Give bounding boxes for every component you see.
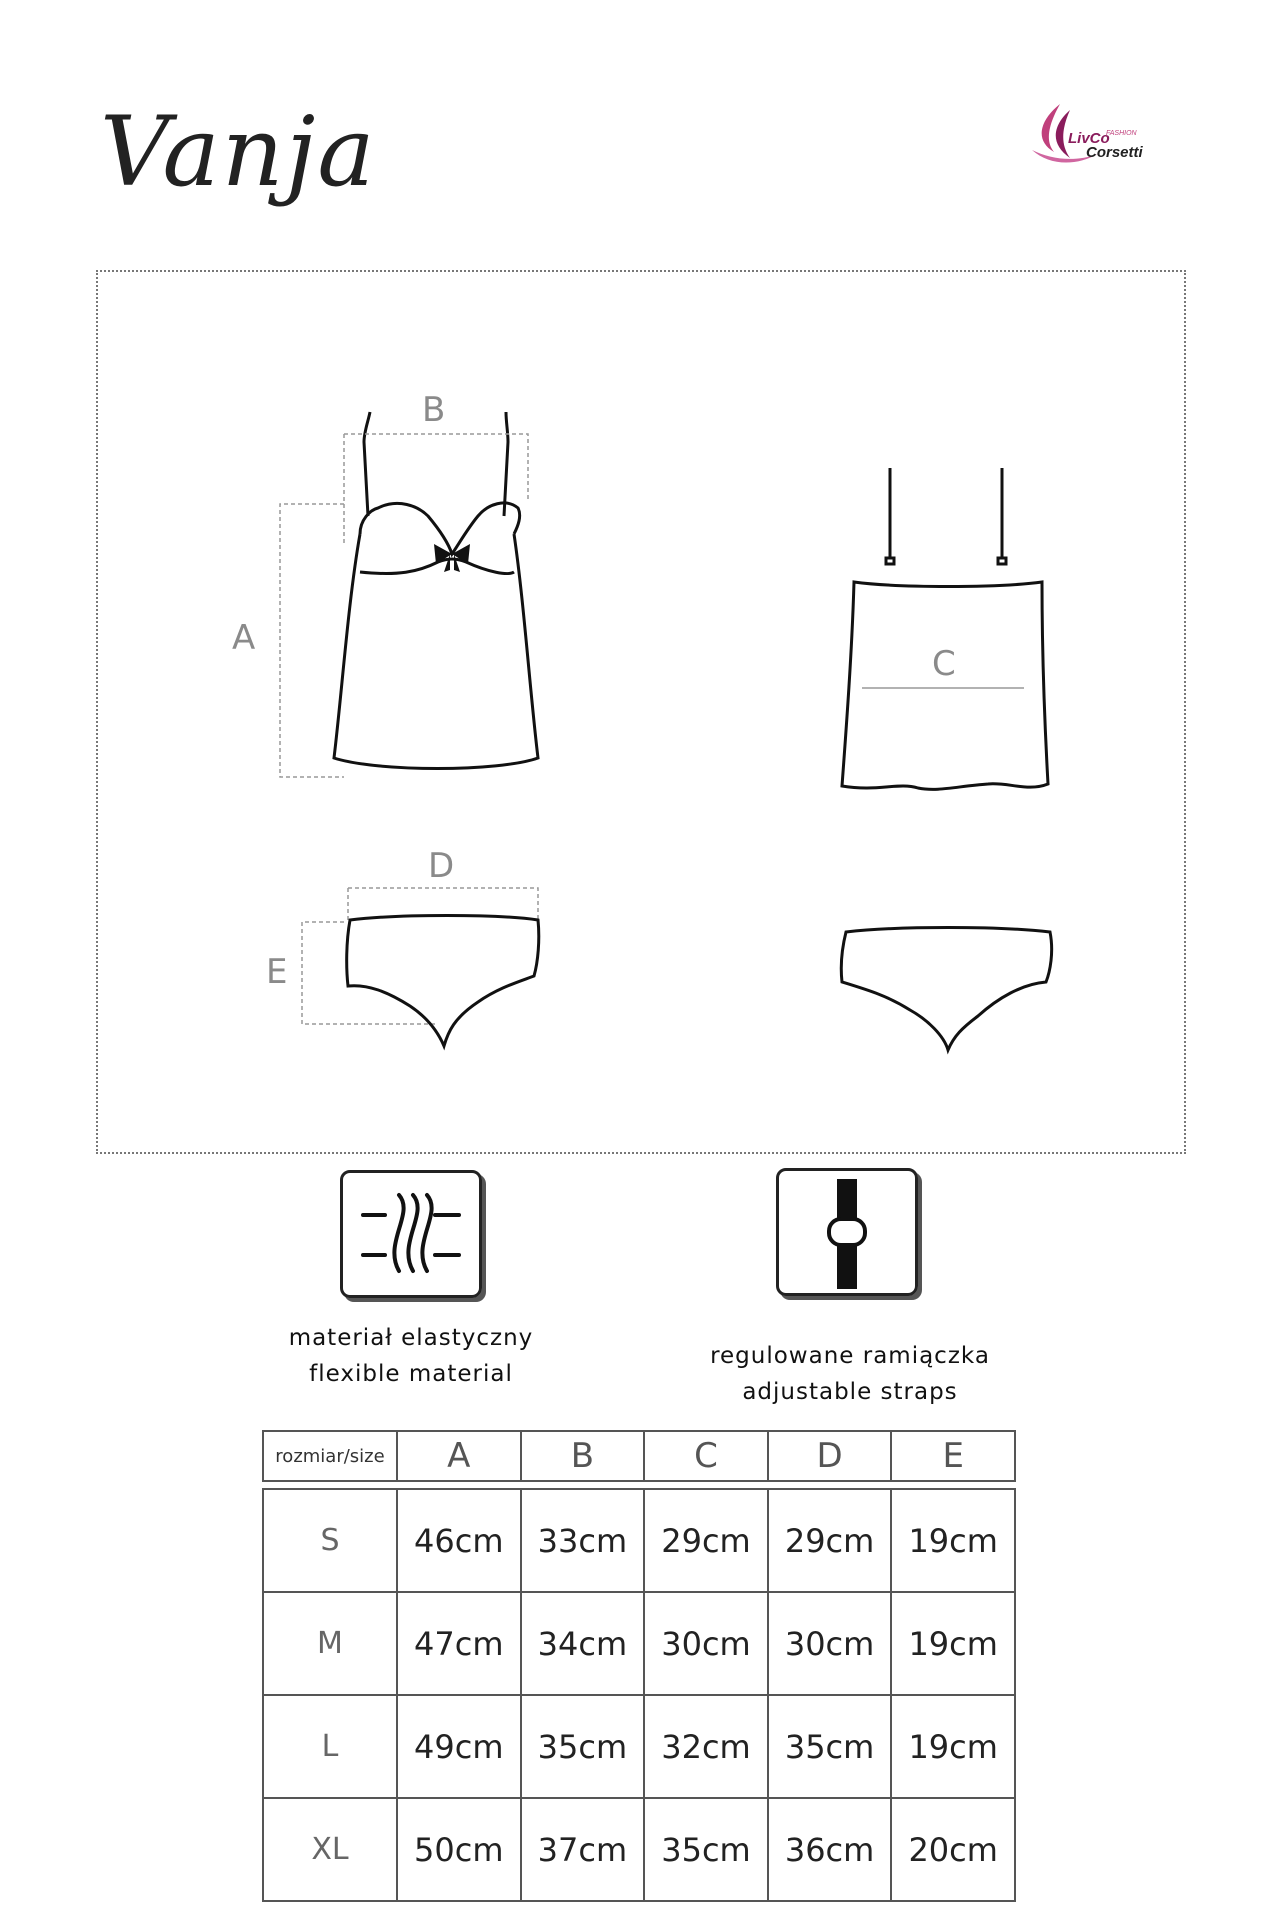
value-cell: 29cm — [768, 1489, 892, 1592]
value-cell: 35cm — [644, 1798, 768, 1901]
value-cell: 30cm — [644, 1592, 768, 1695]
dimension-label-b: B — [422, 390, 446, 430]
feature-elastic-pl: materiał elastyczny — [288, 1325, 534, 1351]
product-title: Vanja — [100, 96, 377, 208]
dimension-label-d: D — [428, 846, 455, 886]
value-cell: 46cm — [397, 1489, 521, 1592]
value-cell: 32cm — [644, 1695, 768, 1798]
size-cell: S — [263, 1489, 397, 1592]
value-cell: 35cm — [521, 1695, 645, 1798]
value-cell: 34cm — [521, 1592, 645, 1695]
camisole-front — [334, 412, 538, 769]
brand-name-fashion: FASHION — [1106, 130, 1137, 137]
value-cell: 37cm — [521, 1798, 645, 1901]
panty-back — [841, 928, 1051, 1051]
table-row — [263, 1592, 1015, 1695]
brand-logo — [1030, 100, 1210, 172]
feature-straps-en: adjustable straps — [742, 1379, 958, 1405]
value-cell: 20cm — [891, 1798, 1015, 1901]
dimension-label-c: C — [932, 644, 956, 684]
measurement-diagram — [96, 270, 1186, 1154]
column-header-b: B — [521, 1431, 645, 1481]
value-cell: 47cm — [397, 1592, 521, 1695]
size-cell: L — [263, 1695, 397, 1798]
feature-straps-pl: regulowane ramiączka — [710, 1343, 990, 1369]
size-column-header: rozmiar/size — [263, 1431, 397, 1481]
feature-elastic-en: flexible material — [309, 1361, 513, 1387]
brand-name-livco: LivCo — [1068, 130, 1110, 147]
dimension-label-e: E — [266, 952, 288, 992]
feature-straps-text — [660, 1338, 1040, 1410]
value-cell: 19cm — [891, 1695, 1015, 1798]
value-cell: 29cm — [644, 1489, 768, 1592]
size-cell: M — [263, 1592, 397, 1695]
value-cell: 35cm — [768, 1695, 892, 1798]
garment-drawings — [98, 272, 1188, 1156]
value-cell: 33cm — [521, 1489, 645, 1592]
value-cell: 50cm — [397, 1798, 521, 1901]
table-row — [263, 1489, 1015, 1592]
elastic-waves-icon — [340, 1170, 482, 1298]
value-cell: 49cm — [397, 1695, 521, 1798]
value-cell: 36cm — [768, 1798, 892, 1901]
camisole-back — [842, 468, 1048, 789]
column-header-c: C — [644, 1431, 768, 1481]
column-header-d: D — [768, 1431, 892, 1481]
feature-elastic-text — [236, 1320, 586, 1392]
panty-front — [347, 916, 539, 1047]
column-header-e: E — [891, 1431, 1015, 1481]
table-row — [263, 1695, 1015, 1798]
size-table-header — [263, 1431, 1015, 1481]
size-table — [262, 1430, 1016, 1902]
brand-name-corsetti: Corsetti — [1086, 144, 1143, 161]
value-cell: 19cm — [891, 1489, 1015, 1592]
adjustable-strap-icon — [776, 1168, 918, 1296]
dimension-guides — [280, 434, 538, 1024]
size-cell: XL — [263, 1798, 397, 1901]
table-row — [263, 1798, 1015, 1901]
column-header-a: A — [397, 1431, 521, 1481]
value-cell: 19cm — [891, 1592, 1015, 1695]
dimension-label-a: A — [232, 618, 256, 658]
value-cell: 30cm — [768, 1592, 892, 1695]
